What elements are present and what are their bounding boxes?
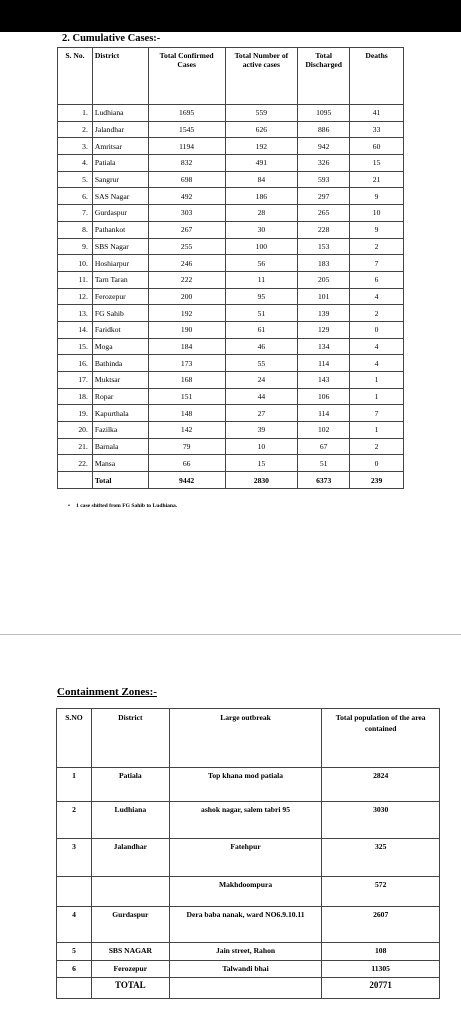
row-active: 559 xyxy=(225,105,298,122)
row-district: Mansa xyxy=(92,455,148,472)
row-sno: 11. xyxy=(58,271,93,288)
table-row xyxy=(58,138,404,155)
row-sno: 3 xyxy=(57,839,92,877)
table-row xyxy=(58,221,404,238)
row-sno: 4. xyxy=(58,155,93,172)
header-district: District xyxy=(92,48,148,105)
row-sno: 20. xyxy=(58,422,93,439)
row-confirmed: 192 xyxy=(148,305,225,322)
row-district xyxy=(91,877,169,907)
row-active: 84 xyxy=(225,171,298,188)
total-row xyxy=(58,472,404,489)
row-discharged: 101 xyxy=(298,288,350,305)
table-row xyxy=(58,238,404,255)
row-deaths: 0 xyxy=(350,321,404,338)
row-confirmed: 698 xyxy=(148,171,225,188)
row-confirmed: 832 xyxy=(148,155,225,172)
row-district: Bathinda xyxy=(92,355,148,372)
row-discharged: 297 xyxy=(298,188,350,205)
row-active: 30 xyxy=(225,221,298,238)
row-deaths: 2 xyxy=(350,238,404,255)
row-confirmed: 246 xyxy=(148,255,225,272)
row-district: SAS Nagar xyxy=(92,188,148,205)
row-confirmed: 190 xyxy=(148,321,225,338)
row-sno: 18. xyxy=(58,388,93,405)
row-deaths: 6 xyxy=(350,271,404,288)
table-row xyxy=(58,271,404,288)
row-district: Moga xyxy=(92,338,148,355)
row-active: 55 xyxy=(225,355,298,372)
row-sno: 5. xyxy=(58,171,93,188)
top-black-bar xyxy=(0,0,461,32)
row-sno: 5 xyxy=(57,943,92,961)
row-district: Fazilka xyxy=(92,422,148,439)
table-row xyxy=(58,355,404,372)
row-sno: 14. xyxy=(58,321,93,338)
row-district: TOTAL xyxy=(91,978,169,999)
row-sno: 22. xyxy=(58,455,93,472)
row-deaths: 60 xyxy=(350,138,404,155)
row-active: 27 xyxy=(225,405,298,422)
row-district: Muktsar xyxy=(92,372,148,389)
row-district: SBS NAGAR xyxy=(91,943,169,961)
table-row xyxy=(58,205,404,222)
row-deaths: 0 xyxy=(350,455,404,472)
row-deaths: 7 xyxy=(350,255,404,272)
row-outbreak: Fatehpur xyxy=(169,839,322,877)
row-confirmed: 303 xyxy=(148,205,225,222)
table-row xyxy=(58,422,404,439)
row-outbreak: Jain street, Rahon xyxy=(169,943,322,961)
table-row xyxy=(58,288,404,305)
row-district: Ludhiana xyxy=(91,802,169,839)
row-confirmed: 142 xyxy=(148,422,225,439)
row-active: 192 xyxy=(225,138,298,155)
row-outbreak: Dera baba nanak, ward NO6.9.10.11 xyxy=(169,907,322,943)
row-population: 3030 xyxy=(322,802,440,839)
row-confirmed: 148 xyxy=(148,405,225,422)
row-sno: 3. xyxy=(58,138,93,155)
table-row xyxy=(57,802,440,839)
table-row xyxy=(58,321,404,338)
row-discharged: 114 xyxy=(298,405,350,422)
row-active: 46 xyxy=(225,338,298,355)
row-discharged: 265 xyxy=(298,205,350,222)
row-confirmed: 255 xyxy=(148,238,225,255)
table-row xyxy=(58,305,404,322)
row-deaths: 9 xyxy=(350,188,404,205)
row-population: 2824 xyxy=(322,768,440,802)
row-discharged: 102 xyxy=(298,422,350,439)
row-district: Amritsar xyxy=(92,138,148,155)
row-sno: 13. xyxy=(58,305,93,322)
header-district: District xyxy=(91,709,169,768)
row-sno: 9. xyxy=(58,238,93,255)
row-confirmed: 168 xyxy=(148,372,225,389)
row-deaths: 4 xyxy=(350,288,404,305)
footnote xyxy=(68,503,177,509)
row-deaths: 2 xyxy=(350,438,404,455)
row-sno: 6 xyxy=(57,961,92,978)
row-outbreak xyxy=(169,978,322,999)
row-deaths: 15 xyxy=(350,155,404,172)
row-discharged: 228 xyxy=(298,221,350,238)
row-confirmed: 492 xyxy=(148,188,225,205)
row-confirmed: 173 xyxy=(148,355,225,372)
row-district: Ferozepur xyxy=(92,288,148,305)
row-sno: 10. xyxy=(58,255,93,272)
row-sno xyxy=(57,877,92,907)
row-confirmed: 1545 xyxy=(148,121,225,138)
header-active: Total Number of active cases xyxy=(225,48,298,105)
row-confirmed: 222 xyxy=(148,271,225,288)
row-confirmed: 200 xyxy=(148,288,225,305)
row-outbreak: Makhdoompura xyxy=(169,877,322,907)
row-discharged: 106 xyxy=(298,388,350,405)
row-district: Ropar xyxy=(92,388,148,405)
row-discharged: 326 xyxy=(298,155,350,172)
row-sno xyxy=(58,472,93,489)
row-sno: 16. xyxy=(58,355,93,372)
row-district: Barnala xyxy=(92,438,148,455)
row-population: 325 xyxy=(322,839,440,877)
header-discharged: Total Discharged xyxy=(298,48,350,105)
row-sno: 15. xyxy=(58,338,93,355)
table-row xyxy=(58,338,404,355)
row-active: 2830 xyxy=(225,472,298,489)
header-outbreak: Large outbreak xyxy=(169,709,322,768)
row-population: 572 xyxy=(322,877,440,907)
row-outbreak: ashok nagar, salem tabri 95 xyxy=(169,802,322,839)
row-deaths: 9 xyxy=(350,221,404,238)
row-population: 20771 xyxy=(322,978,440,999)
row-active: 11 xyxy=(225,271,298,288)
table-row xyxy=(58,105,404,122)
row-active: 491 xyxy=(225,155,298,172)
total-row xyxy=(57,978,440,999)
page-separator xyxy=(0,634,461,635)
containment-title: Containment Zones:- xyxy=(57,686,157,698)
row-sno: 12. xyxy=(58,288,93,305)
row-discharged: 942 xyxy=(298,138,350,155)
row-active: 61 xyxy=(225,321,298,338)
row-discharged: 886 xyxy=(298,121,350,138)
row-district: Kapurthala xyxy=(92,405,148,422)
row-population: 11305 xyxy=(322,961,440,978)
footnote-text: 1 case shifted from FG Sahib to Ludhiana. xyxy=(76,503,178,509)
row-active: 51 xyxy=(225,305,298,322)
row-sno xyxy=(57,978,92,999)
row-active: 95 xyxy=(225,288,298,305)
row-deaths: 41 xyxy=(350,105,404,122)
row-discharged: 183 xyxy=(298,255,350,272)
row-discharged: 139 xyxy=(298,305,350,322)
row-sno: 17. xyxy=(58,372,93,389)
row-discharged: 114 xyxy=(298,355,350,372)
table-row xyxy=(58,438,404,455)
row-outbreak: Top khana mod patiala xyxy=(169,768,322,802)
row-discharged: 153 xyxy=(298,238,350,255)
table-header-row xyxy=(58,48,404,105)
row-population: 2607 xyxy=(322,907,440,943)
row-discharged: 205 xyxy=(298,271,350,288)
header-sno: S. No. xyxy=(58,48,93,105)
row-deaths: 4 xyxy=(350,355,404,372)
row-active: 44 xyxy=(225,388,298,405)
row-deaths: 4 xyxy=(350,338,404,355)
row-outbreak: Talwandi bhai xyxy=(169,961,322,978)
table-row xyxy=(57,943,440,961)
table-row xyxy=(58,121,404,138)
row-discharged: 143 xyxy=(298,372,350,389)
row-sno: 1. xyxy=(58,105,93,122)
row-discharged: 134 xyxy=(298,338,350,355)
row-discharged: 593 xyxy=(298,171,350,188)
table-row xyxy=(58,372,404,389)
row-confirmed: 9442 xyxy=(148,472,225,489)
row-sno: 21. xyxy=(58,438,93,455)
row-district: Gurdaspur xyxy=(91,907,169,943)
row-active: 186 xyxy=(225,188,298,205)
row-sno: 2 xyxy=(57,802,92,839)
row-active: 56 xyxy=(225,255,298,272)
table-header-row xyxy=(57,709,440,768)
row-discharged: 51 xyxy=(298,455,350,472)
row-deaths: 2 xyxy=(350,305,404,322)
row-sno: 7. xyxy=(58,205,93,222)
table-row xyxy=(57,839,440,877)
row-discharged: 6373 xyxy=(298,472,350,489)
row-deaths: 239 xyxy=(350,472,404,489)
row-confirmed: 1194 xyxy=(148,138,225,155)
row-district: Tarn Taran xyxy=(92,271,148,288)
row-confirmed: 151 xyxy=(148,388,225,405)
row-deaths: 1 xyxy=(350,388,404,405)
row-deaths: 33 xyxy=(350,121,404,138)
header-confirmed: Total Confirmed Cases xyxy=(148,48,225,105)
row-active: 28 xyxy=(225,205,298,222)
row-sno: 2. xyxy=(58,121,93,138)
row-confirmed: 267 xyxy=(148,221,225,238)
table-row xyxy=(58,388,404,405)
row-district: Sangrur xyxy=(92,171,148,188)
row-confirmed: 79 xyxy=(148,438,225,455)
row-district: Ferozepur xyxy=(91,961,169,978)
row-discharged: 67 xyxy=(298,438,350,455)
row-district: Faridkot xyxy=(92,321,148,338)
row-active: 626 xyxy=(225,121,298,138)
row-district: Gurdaspur xyxy=(92,205,148,222)
row-deaths: 21 xyxy=(350,171,404,188)
row-sno: 19. xyxy=(58,405,93,422)
table-row xyxy=(58,455,404,472)
row-confirmed: 66 xyxy=(148,455,225,472)
row-confirmed: 1695 xyxy=(148,105,225,122)
row-district: Hoshiarpur xyxy=(92,255,148,272)
row-district: Patiala xyxy=(92,155,148,172)
containment-zones-table xyxy=(56,708,440,999)
row-deaths: 7 xyxy=(350,405,404,422)
table-row xyxy=(58,255,404,272)
table-row xyxy=(58,155,404,172)
row-deaths: 10 xyxy=(350,205,404,222)
row-active: 10 xyxy=(225,438,298,455)
row-district: Ludhiana xyxy=(92,105,148,122)
bullet-icon: • xyxy=(68,503,70,509)
row-active: 39 xyxy=(225,422,298,439)
row-sno: 4 xyxy=(57,907,92,943)
row-confirmed: 184 xyxy=(148,338,225,355)
table-row xyxy=(57,907,440,943)
row-district: Pathankot xyxy=(92,221,148,238)
row-district: Jalandhar xyxy=(91,839,169,877)
cumulative-cases-table xyxy=(57,47,404,489)
header-deaths: Deaths xyxy=(350,48,404,105)
table-row xyxy=(58,405,404,422)
row-discharged: 1095 xyxy=(298,105,350,122)
row-district: SBS Nagar xyxy=(92,238,148,255)
header-population: Total population of the area contained xyxy=(322,709,440,768)
row-sno: 6. xyxy=(58,188,93,205)
section-title: 2. Cumulative Cases:- xyxy=(62,33,161,44)
header-sno: S.NO xyxy=(57,709,92,768)
row-population: 108 xyxy=(322,943,440,961)
row-deaths: 1 xyxy=(350,372,404,389)
row-district: Jalandhar xyxy=(92,121,148,138)
table-row xyxy=(57,768,440,802)
row-sno: 8. xyxy=(58,221,93,238)
row-district: Patiala xyxy=(91,768,169,802)
row-active: 100 xyxy=(225,238,298,255)
row-district: Total xyxy=(92,472,148,489)
row-active: 24 xyxy=(225,372,298,389)
table-row xyxy=(57,961,440,978)
row-discharged: 129 xyxy=(298,321,350,338)
row-district: FG Sahib xyxy=(92,305,148,322)
row-active: 15 xyxy=(225,455,298,472)
table-row xyxy=(57,877,440,907)
row-sno: 1 xyxy=(57,768,92,802)
row-deaths: 1 xyxy=(350,422,404,439)
table-row xyxy=(58,188,404,205)
table-row xyxy=(58,171,404,188)
